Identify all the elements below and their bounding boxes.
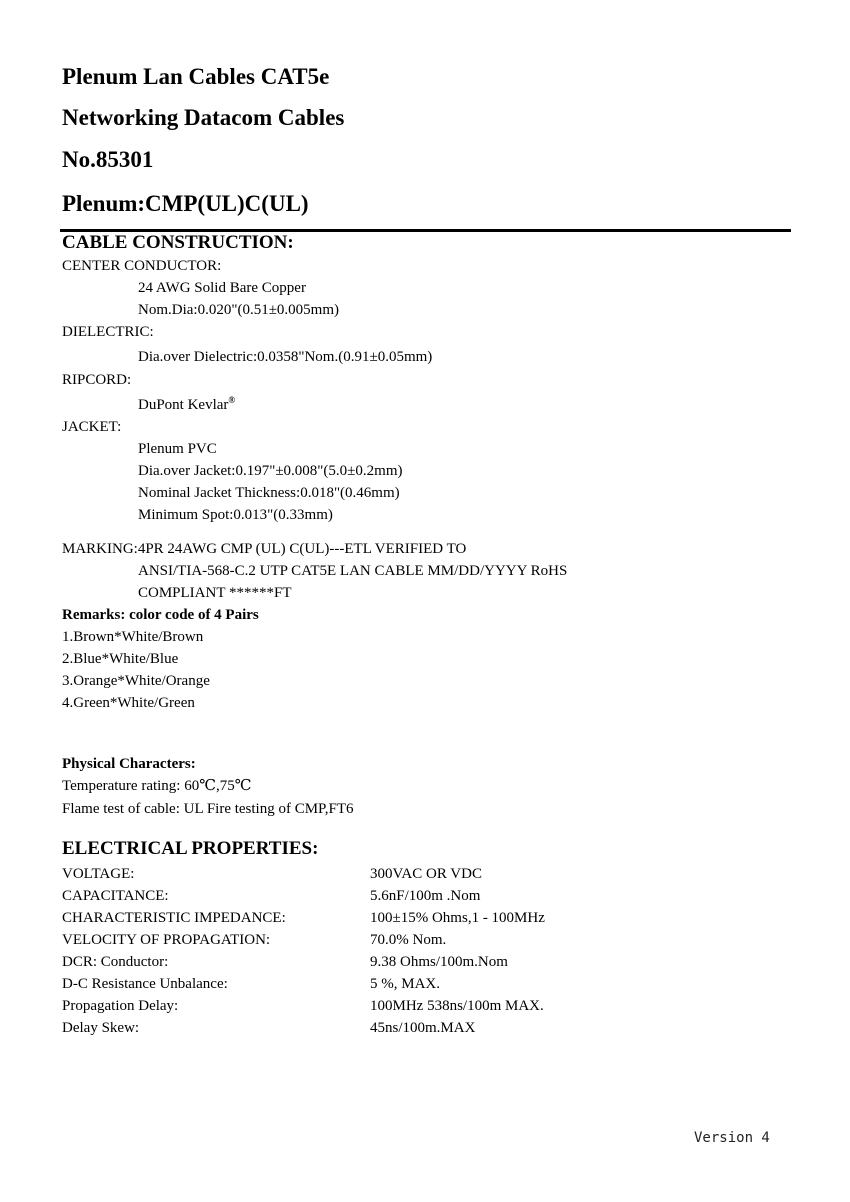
electrical-label: VELOCITY OF PROPAGATION:	[62, 932, 271, 948]
jacket-line: Nominal Jacket Thickness:0.018"(0.46mm)	[138, 485, 400, 501]
electrical-value: 300VAC OR VDC	[370, 866, 482, 882]
electrical-label: VOLTAGE:	[62, 866, 135, 882]
title-rating: Plenum:CMP(UL)C(UL)	[62, 191, 309, 216]
title-part-number: No.85301	[62, 147, 154, 172]
marking-line: ANSI/TIA-568-C.2 UTP CAT5E LAN CABLE MM/DD/YYYY RoHS	[138, 563, 568, 579]
electrical-label: Delay Skew:	[62, 1020, 140, 1036]
electrical-label: CHARACTERISTIC IMPEDANCE:	[62, 910, 286, 926]
jacket-line: Minimum Spot:0.013"(0.33mm)	[138, 507, 333, 523]
electrical-label: DCR: Conductor:	[62, 954, 169, 970]
jacket-label: JACKET:	[62, 419, 122, 435]
electrical-label: CAPACITANCE:	[62, 888, 169, 904]
center-conductor-line: 24 AWG Solid Bare Copper	[138, 280, 306, 296]
dielectric-line: Dia.over Dielectric:0.0358"Nom.(0.91±0.05mm)	[138, 349, 433, 365]
ripcord-label: RIPCORD:	[62, 372, 132, 388]
electrical-value: 70.0% Nom.	[370, 932, 447, 948]
remarks-heading: Remarks: color code of 4 Pairs	[62, 607, 259, 623]
ripcord-text: DuPont Kevlar	[138, 397, 229, 413]
electrical-value: 5.6nF/100m .Nom	[370, 888, 481, 904]
physical-heading: Physical Characters:	[62, 756, 196, 772]
electrical-value: 100MHz 538ns/100m MAX.	[370, 998, 544, 1014]
electrical-value: 5 %, MAX.	[370, 976, 440, 992]
title-category: Networking Datacom Cables	[62, 105, 345, 130]
version-label: Version 4	[694, 1130, 770, 1146]
electrical-value: 45ns/100m.MAX	[370, 1020, 476, 1036]
pair-item: 4.Green*White/Green	[62, 695, 195, 711]
electrical-label: D-C Resistance Unbalance:	[62, 976, 228, 992]
pair-item: 2.Blue*White/Blue	[62, 651, 179, 667]
ripcord-line	[138, 396, 235, 414]
flame-test: Flame test of cable: UL Fire testing of CMP,FT6	[62, 801, 354, 817]
electrical-heading: ELECTRICAL PROPERTIES:	[62, 838, 319, 859]
marking-line: COMPLIANT ******FT	[138, 585, 292, 601]
construction-heading: CABLE CONSTRUCTION:	[62, 232, 294, 253]
electrical-value: 9.38 Ohms/100m.Nom	[370, 954, 508, 970]
jacket-line: Plenum PVC	[138, 441, 217, 457]
registered-mark: ®	[228, 395, 236, 405]
center-conductor-label: CENTER CONDUCTOR:	[62, 258, 222, 274]
pair-item: 1.Brown*White/Brown	[62, 629, 204, 645]
electrical-label: Propagation Delay:	[62, 998, 179, 1014]
center-conductor-line: Nom.Dia:0.020"(0.51±0.005mm)	[138, 302, 340, 318]
dielectric-label: DIELECTRIC:	[62, 324, 154, 340]
temperature-rating: Temperature rating: 60℃,75℃	[62, 778, 252, 794]
title-product: Plenum Lan Cables CAT5e	[62, 64, 330, 89]
pair-item: 3.Orange*White/Orange	[62, 673, 210, 689]
jacket-line: Dia.over Jacket:0.197"±0.008"(5.0±0.2mm)	[138, 463, 403, 479]
marking-line: MARKING:4PR 24AWG CMP (UL) C(UL)---ETL VERIFIED TO	[62, 541, 467, 557]
electrical-value: 100±15% Ohms,1 - 100MHz	[370, 910, 545, 926]
